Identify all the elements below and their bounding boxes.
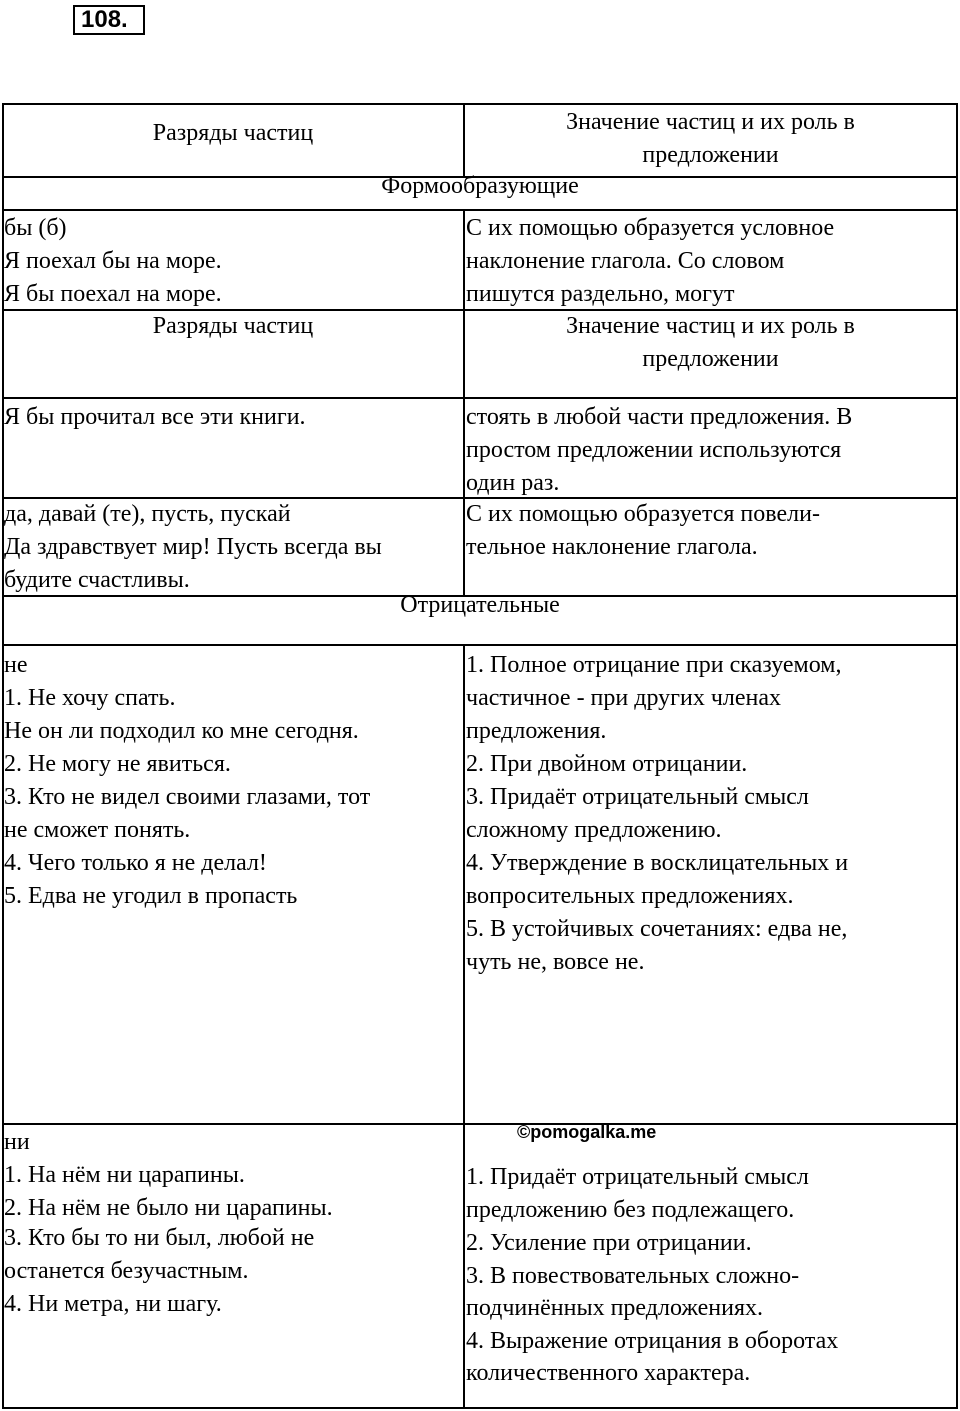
row-by-cont-right-1: стоять в любой части предложения. В: [466, 404, 853, 430]
row-ni-left-2: 1. На нём ни царапины.: [4, 1162, 245, 1188]
row-ni-left-3: 2. На нём не было ни царапины.: [4, 1195, 333, 1221]
row-by-right-2: наклонение глагола. Со словом: [466, 248, 785, 274]
row-by-cont-right-3: один раз.: [466, 470, 560, 496]
row-ni-right-7: количественного характера.: [466, 1360, 751, 1386]
row-ni-left-5: останется безучастным.: [4, 1258, 249, 1284]
table-right-border: [956, 103, 958, 1409]
row-ni-left-6: 4. Ни метра, ни шагу.: [4, 1291, 222, 1317]
row-ne-left-8: 5. Едва не угодил в пропасть: [4, 883, 298, 909]
watermark: ©pomogalka.me: [517, 1122, 657, 1142]
row-ni-right-5: подчинённых предложениях.: [466, 1295, 763, 1321]
row-ni-right-6: 4. Выражение отрицания в оборотах: [466, 1328, 839, 1354]
row-ne-right-5: 3. Придаёт отрицательный смысл: [466, 784, 809, 810]
column-divider: [463, 644, 465, 1409]
header-col2-line2: предложении: [642, 142, 779, 168]
row-by-left-3: Я бы поехал на море.: [4, 281, 222, 307]
row-imperative-right-2: тельное наклонение глагола.: [466, 534, 758, 560]
section-title-negative: Отрицательные: [400, 592, 560, 618]
row-ni-right-1: 1. Придаёт отрицательный смысл: [466, 1164, 809, 1190]
header-col1: Разряды частиц: [152, 120, 314, 146]
header-repeat-divider: [2, 397, 958, 399]
row-ne-divider: [2, 1123, 958, 1125]
header-repeat-col1: Разряды частиц: [152, 313, 314, 339]
row-ne-right-8: вопросительных предложениях.: [466, 883, 794, 909]
header-repeat-col2-line1: Значение частиц и их роль в: [566, 313, 855, 339]
row-by-cont-right-2: простом предложении используются: [466, 437, 842, 463]
row-ne-left-7: 4. Чего только я не делал!: [4, 850, 267, 876]
row-ne-right-7: 4. Утверждение в восклицательных и: [466, 850, 849, 876]
row-ni-right-4: 3. В повествовательных сложно-: [466, 1263, 800, 1289]
table-bottom-border: [2, 1407, 958, 1409]
row-ne-right-10: чуть не, вовсе не.: [466, 949, 645, 975]
row-ne-left-4: 2. Не могу не явиться.: [4, 751, 231, 777]
header-repeat-col2-line2: предложении: [642, 346, 779, 372]
row-ne-right-3: предложения.: [466, 718, 607, 744]
column-divider: [463, 209, 465, 597]
row-by-right-1: С их помощью образуется условное: [466, 215, 835, 241]
section-title-formative: Формообразующие: [381, 173, 579, 199]
row-ni-right-2: предложению без подлежащего.: [466, 1197, 795, 1223]
row-ni-right-3: 2. Усиление при отрицании.: [466, 1230, 752, 1256]
exercise-number: 108.: [73, 5, 145, 35]
row-ne-left-1: не: [4, 652, 28, 678]
row-by-left-2: Я поехал бы на море.: [4, 248, 222, 274]
row-ne-left-3: Не он ли подходил ко мне сегодня.: [4, 718, 359, 744]
row-imperative-right-1: С их помощью образуется повели-: [466, 501, 820, 527]
row-ne-right-9: 5. В устойчивых сочетаниях: едва не,: [466, 916, 848, 942]
section-neg-divider: [2, 644, 958, 646]
row-ni-left-1: ни: [4, 1129, 30, 1155]
row-imperative-left-2: Да здравствует мир! Пусть всегда вы: [4, 534, 382, 560]
row-ne-right-2: частичное - при других членах: [466, 685, 782, 711]
row-imperative-left-3: будите счастливы.: [4, 567, 190, 593]
row-by-cont-left-1: Я бы прочитал все эти книги.: [4, 404, 306, 430]
row-ne-left-5: 3. Кто не видел своими глазами, тот: [4, 784, 371, 810]
row-by-right-3: пишутся раздельно, могут: [466, 281, 735, 307]
row-ne-left-2: 1. Не хочу спать.: [4, 685, 176, 711]
row-ne-right-4: 2. При двойном отрицании.: [466, 751, 748, 777]
table-top-border: [2, 103, 958, 105]
row-ne-left-6: не сможет понять.: [4, 817, 191, 843]
row-imperative-left-1: да, давай (те), пусть, пускай: [4, 501, 291, 527]
row-ne-right-6: сложному предложению.: [466, 817, 722, 843]
row-by-left-1: бы (б): [4, 215, 67, 241]
header-col2-line1: Значение частиц и их роль в: [566, 109, 855, 135]
section-form-divider: [2, 209, 958, 211]
row-ni-left-4: 3. Кто бы то ни был, любой не: [4, 1225, 315, 1251]
row-ne-right-1: 1. Полное отрицание при сказуемом,: [466, 652, 842, 678]
